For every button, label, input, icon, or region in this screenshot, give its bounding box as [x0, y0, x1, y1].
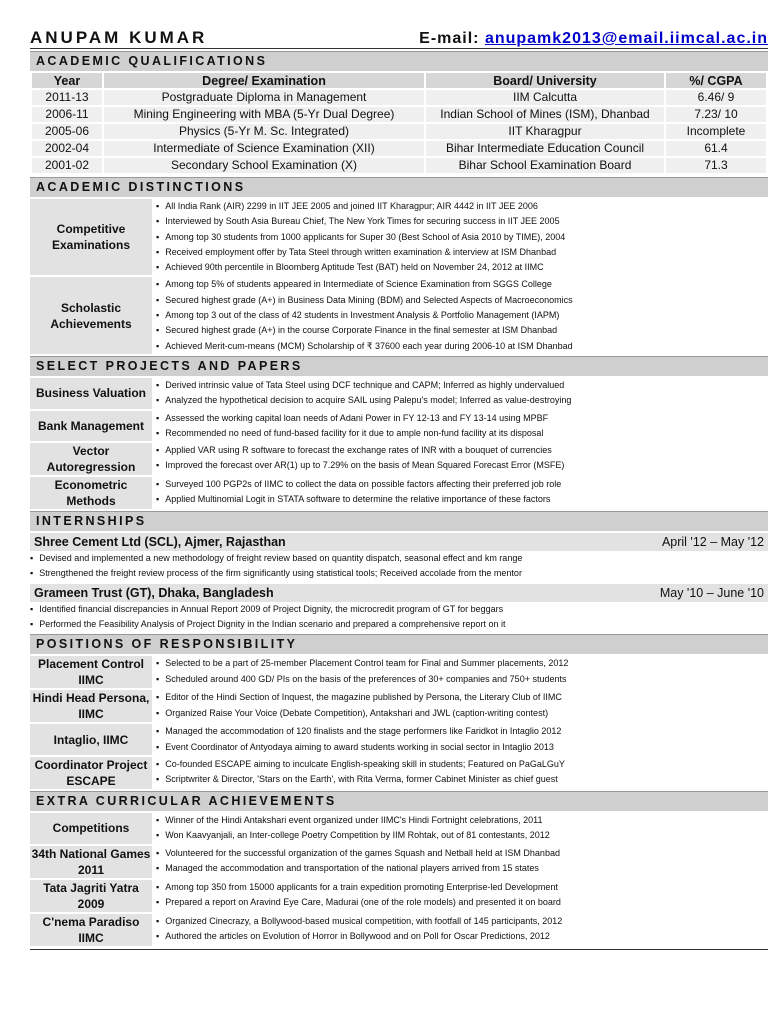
list-item: ▪ Achieved Merit-cum-means (MCM) Scholarship of ₹ 37600 each year during 2006-10 at ISM Dhanbad — [156, 339, 768, 354]
bullet-list — [30, 602, 768, 633]
bullet-list — [152, 443, 768, 475]
table-row — [32, 158, 766, 173]
internship-date: May '10 – June '10 — [659, 585, 764, 600]
table-cell: 2011-13 — [32, 90, 102, 105]
list-item: ▪ Scriptwriter & Director, 'Stars on the Earth', with Rita Verma, former Cabinet Minister as chief guest — [156, 772, 768, 787]
table-cell: 6.46/ 9 — [666, 90, 766, 105]
bullet-list — [152, 914, 768, 946]
bullet-list — [152, 277, 768, 353]
table-cell: Postgraduate Diploma in Management — [104, 90, 424, 105]
table-cell: Bihar Intermediate Education Council — [426, 141, 664, 156]
section-positions: POSITIONS OF RESPONSIBILITY — [30, 634, 768, 654]
list-item: ▪ Among top 350 from 15000 applicants for a train expedition promoting Enterprise-led Development — [156, 880, 768, 895]
list-item: ▪ Won Kaavyanjali, an Inter-college Poetry Competition by IIM Rohtak, out of 81 contestants, 2012 — [156, 828, 768, 843]
entry-row — [30, 199, 768, 275]
list-item: ▪ Co-founded ESCAPE aiming to inculcate English-speaking skill in students; Featured on PaGaLGuY — [156, 757, 768, 772]
list-item: ▪ Analyzed the hypothetical decision to acquire SAIL using Palepu's model; Inferred as value-destroying — [156, 393, 768, 408]
entry-label: Intaglio, IIMC — [30, 724, 152, 755]
list-item: ▪ Surveyed 100 PGP2s of IIMC to collect the data on possible factors affecting their preferred job role — [156, 477, 768, 492]
col-year: Year — [32, 73, 102, 88]
table-cell: Intermediate of Science Examination (XII) — [104, 141, 424, 156]
list-item: ▪ Devised and implemented a new methodology of freight review based on quantity dispatch, seasonal effect and km range — [30, 551, 768, 566]
table-row — [32, 141, 766, 156]
table-cell: 2005-06 — [32, 124, 102, 139]
section-academic-qualifications: ACADEMIC QUALIFICATIONS — [30, 51, 768, 71]
list-item: ▪ Scheduled around 400 GD/ PIs on the basis of the preferences of 30+ companies and 750+ students — [156, 672, 768, 687]
email-label: E-mail: — [419, 30, 480, 47]
list-item: ▪ Applied VAR using R software to forecast the exchange rates of INR with a bouquet of currencies — [156, 443, 768, 458]
entry-label: Business Valuation — [30, 378, 152, 409]
list-item: ▪ Managed the accommodation and transportation of the national players arrived from 15 states — [156, 861, 768, 876]
section-academic-distinctions: ACADEMIC DISTINCTIONS — [30, 177, 768, 197]
table-cell: Bihar School Examination Board — [426, 158, 664, 173]
bullet-list — [152, 846, 768, 878]
internship-company: Grameen Trust (GT), Dhaka, Bangladesh — [34, 585, 274, 600]
bullet-list — [152, 656, 768, 688]
entry-row — [30, 880, 768, 912]
bullet-list — [152, 724, 768, 755]
entry-label: Competitions — [30, 813, 152, 844]
section-internships: INTERNSHIPS — [30, 511, 768, 531]
list-item: ▪ Among top 30 students from 1000 applicants for Super 30 (Best School of Asia 2010 by TIME), 2004 — [156, 230, 768, 245]
bullet-list — [152, 757, 768, 789]
bullet-list — [152, 378, 768, 409]
list-item: ▪ Volunteered for the successful organization of the games Squash and Netball held at ISM Dhanbad — [156, 846, 768, 861]
entry-label: 34th National Games 2011 — [31, 846, 151, 877]
entry-label: Hindi Head Persona, IIMC — [30, 690, 152, 722]
table-cell: 2006-11 — [32, 107, 102, 122]
list-item: ▪ Received employment offer by Tata Steel through written examination & interview at ISM Dhanbad — [156, 245, 768, 260]
entry-row — [30, 656, 768, 688]
entry-row — [30, 378, 768, 409]
list-item: ▪ Secured highest grade (A+) in the course Corporate Finance in the final semester at ISM Dhanbad — [156, 323, 768, 338]
list-item: ▪ Among top 3 out of the class of 42 students in Investment Analysis & Portfolio Management (IAPM) — [156, 308, 768, 323]
col-board: Board/ University — [426, 73, 664, 88]
list-item: ▪ Organized Cinecrazy, a Bollywood-based musical competition, with footfall of 145 participants, 2012 — [156, 914, 768, 929]
entry-label: Tata Jagriti Yatra 2009 — [30, 880, 152, 912]
entry-row — [30, 813, 768, 844]
table-cell: 71.3 — [666, 158, 766, 173]
table-row — [32, 90, 766, 105]
list-item: ▪ Identified financial discrepancies in Annual Report 2009 of Project Dignity, the microcredit program of GT for beggars — [30, 602, 768, 617]
entry-row — [30, 277, 768, 353]
bullet-list — [152, 477, 768, 509]
list-item: ▪ Improved the forecast over AR(1) up to 7.29% on the basis of Mean Squared Forecast Error (MSFE) — [156, 458, 768, 473]
entry-label: Bank Management — [30, 411, 152, 442]
table-cell: IIM Calcutta — [426, 90, 664, 105]
internship-header — [30, 584, 768, 602]
list-item: ▪ Among top 5% of students appeared in Intermediate of Science Examination from SGGS College — [156, 277, 768, 292]
bullet-list — [152, 690, 768, 722]
list-item: ▪ Derived intrinsic value of Tata Steel using DCF technique and CAPM; Inferred as highly undervalued — [156, 378, 768, 393]
entry-row — [30, 690, 768, 722]
table-cell: 61.4 — [666, 141, 766, 156]
entry-row — [30, 477, 768, 509]
table-cell: Mining Engineering with MBA (5-Yr Dual Degree) — [104, 107, 424, 122]
table-cell: Secondary School Examination (X) — [104, 158, 424, 173]
table-row — [32, 124, 766, 139]
table-cell: IIT Kharagpur — [426, 124, 664, 139]
entry-label: Scholastic Achievements — [30, 277, 152, 353]
col-cgpa: %/ CGPA — [666, 73, 766, 88]
list-item: ▪ Managed the accommodation of 120 finalists and the stage performers like Faridkot in Intaglio 2012 — [156, 724, 768, 739]
entry-row — [30, 846, 768, 878]
list-item: ▪ Strengthened the freight review process of the firm significantly using statistical tools; Received accolade from the mentor — [30, 566, 768, 581]
bullet-list — [152, 880, 768, 912]
candidate-name: ANUPAM KUMAR — [30, 28, 208, 47]
entry-label: Coordinator Project ESCAPE — [30, 757, 152, 789]
entry-label: Competitive Examinations — [30, 199, 152, 275]
entry-label: Econometric Methods — [30, 477, 152, 509]
table-header-row — [32, 73, 766, 88]
entry-label: Vector Autoregression — [30, 443, 152, 475]
list-item: ▪ Event Coordinator of Antyodaya aiming to award students working in social sector in Intaglio 2013 — [156, 740, 768, 755]
qualifications-table — [30, 71, 768, 175]
entry-label: C'nema Paradiso IIMC — [30, 914, 152, 946]
list-item: ▪ Achieved 90th percentile in Bloomberg Aptitude Test (BAT) held on November 24, 2012 at IIMC — [156, 260, 768, 275]
table-cell: Incomplete — [666, 124, 766, 139]
email-block — [419, 30, 768, 48]
entry-row — [30, 443, 768, 475]
table-cell: 7.23/ 10 — [666, 107, 766, 122]
entry-row — [30, 411, 768, 442]
entry-row — [30, 914, 768, 946]
list-item: ▪ Selected to be a part of 25-member Placement Control team for Final and Summer placements, 2012 — [156, 656, 768, 671]
bullet-list — [152, 813, 768, 844]
table-row — [32, 107, 766, 122]
list-item: ▪ Organized Raise Your Voice (Debate Competition), Antakshari and JWL (caption-writing contest) — [156, 706, 768, 721]
col-degree: Degree/ Examination — [104, 73, 424, 88]
list-item: ▪ Prepared a report on Aravind Eye Care, Madurai (one of the role models) and presented it on board — [156, 895, 768, 910]
table-cell: Indian School of Mines (ISM), Dhanbad — [426, 107, 664, 122]
list-item: ▪ Winner of the Hindi Antakshari event organized under IIMC's Hindi Fortnight celebrations, 2011 — [156, 813, 768, 828]
bullet-list — [152, 199, 768, 275]
header — [30, 22, 768, 49]
internship-header — [30, 533, 768, 551]
entry-row — [30, 724, 768, 755]
entry-row — [30, 757, 768, 789]
list-item: ▪ Authored the articles on Evolution of Horror in Bollywood and on Poll for Oscar Predictions, 2012 — [156, 929, 768, 944]
table-cell: Physics (5-Yr M. Sc. Integrated) — [104, 124, 424, 139]
section-extra-curricular: EXTRA CURRICULAR ACHIEVEMENTS — [30, 791, 768, 811]
resume-page — [30, 0, 768, 950]
internship-company: Shree Cement Ltd (SCL), Ajmer, Rajasthan — [34, 535, 286, 550]
bottom-rule — [30, 949, 768, 950]
list-item: ▪ Secured highest grade (A+) in Business Data Mining (BDM) and Selected Aspects of Macroeconomics — [156, 293, 768, 308]
table-cell: 2002-04 — [32, 141, 102, 156]
list-item: ▪ Editor of the Hindi Section of Inquest, the magazine published by Persona, the Literary Club of IIMC — [156, 690, 768, 705]
section-select-projects: SELECT PROJECTS AND PAPERS — [30, 356, 768, 376]
list-item: ▪ Interviewed by South Asia Bureau Chief, The New York Times for securing success in IIT JEE 2005 — [156, 214, 768, 229]
entry-label: Placement Control IIMC — [30, 656, 152, 688]
internship-date: April '12 – May '12 — [661, 535, 764, 550]
bullet-list — [30, 551, 768, 582]
bullet-list — [152, 411, 768, 442]
list-item: ▪ Recommended no need of fund-based facility for it due to ample non-fund facility at its disposal — [156, 426, 768, 441]
email-link[interactable]: anupamk2013@email.iimcal.ac.in — [484, 30, 768, 47]
list-item: ▪ Applied Multinomial Logit in STATA software to determine the relative importance of these factors — [156, 492, 768, 507]
table-cell: 2001-02 — [32, 158, 102, 173]
list-item: ▪ All India Rank (AIR) 2299 in IIT JEE 2005 and joined IIT Kharagpur; AIR 4442 in IIT JEE 2006 — [156, 199, 768, 214]
list-item: ▪ Performed the Feasibility Analysis of Project Dignity in the Indian scenario and prepared a comprehensive report on it — [30, 617, 768, 632]
list-item: ▪ Assessed the working capital loan needs of Adani Power in FY 12-13 and FY 13-14 using MPBF — [156, 411, 768, 426]
